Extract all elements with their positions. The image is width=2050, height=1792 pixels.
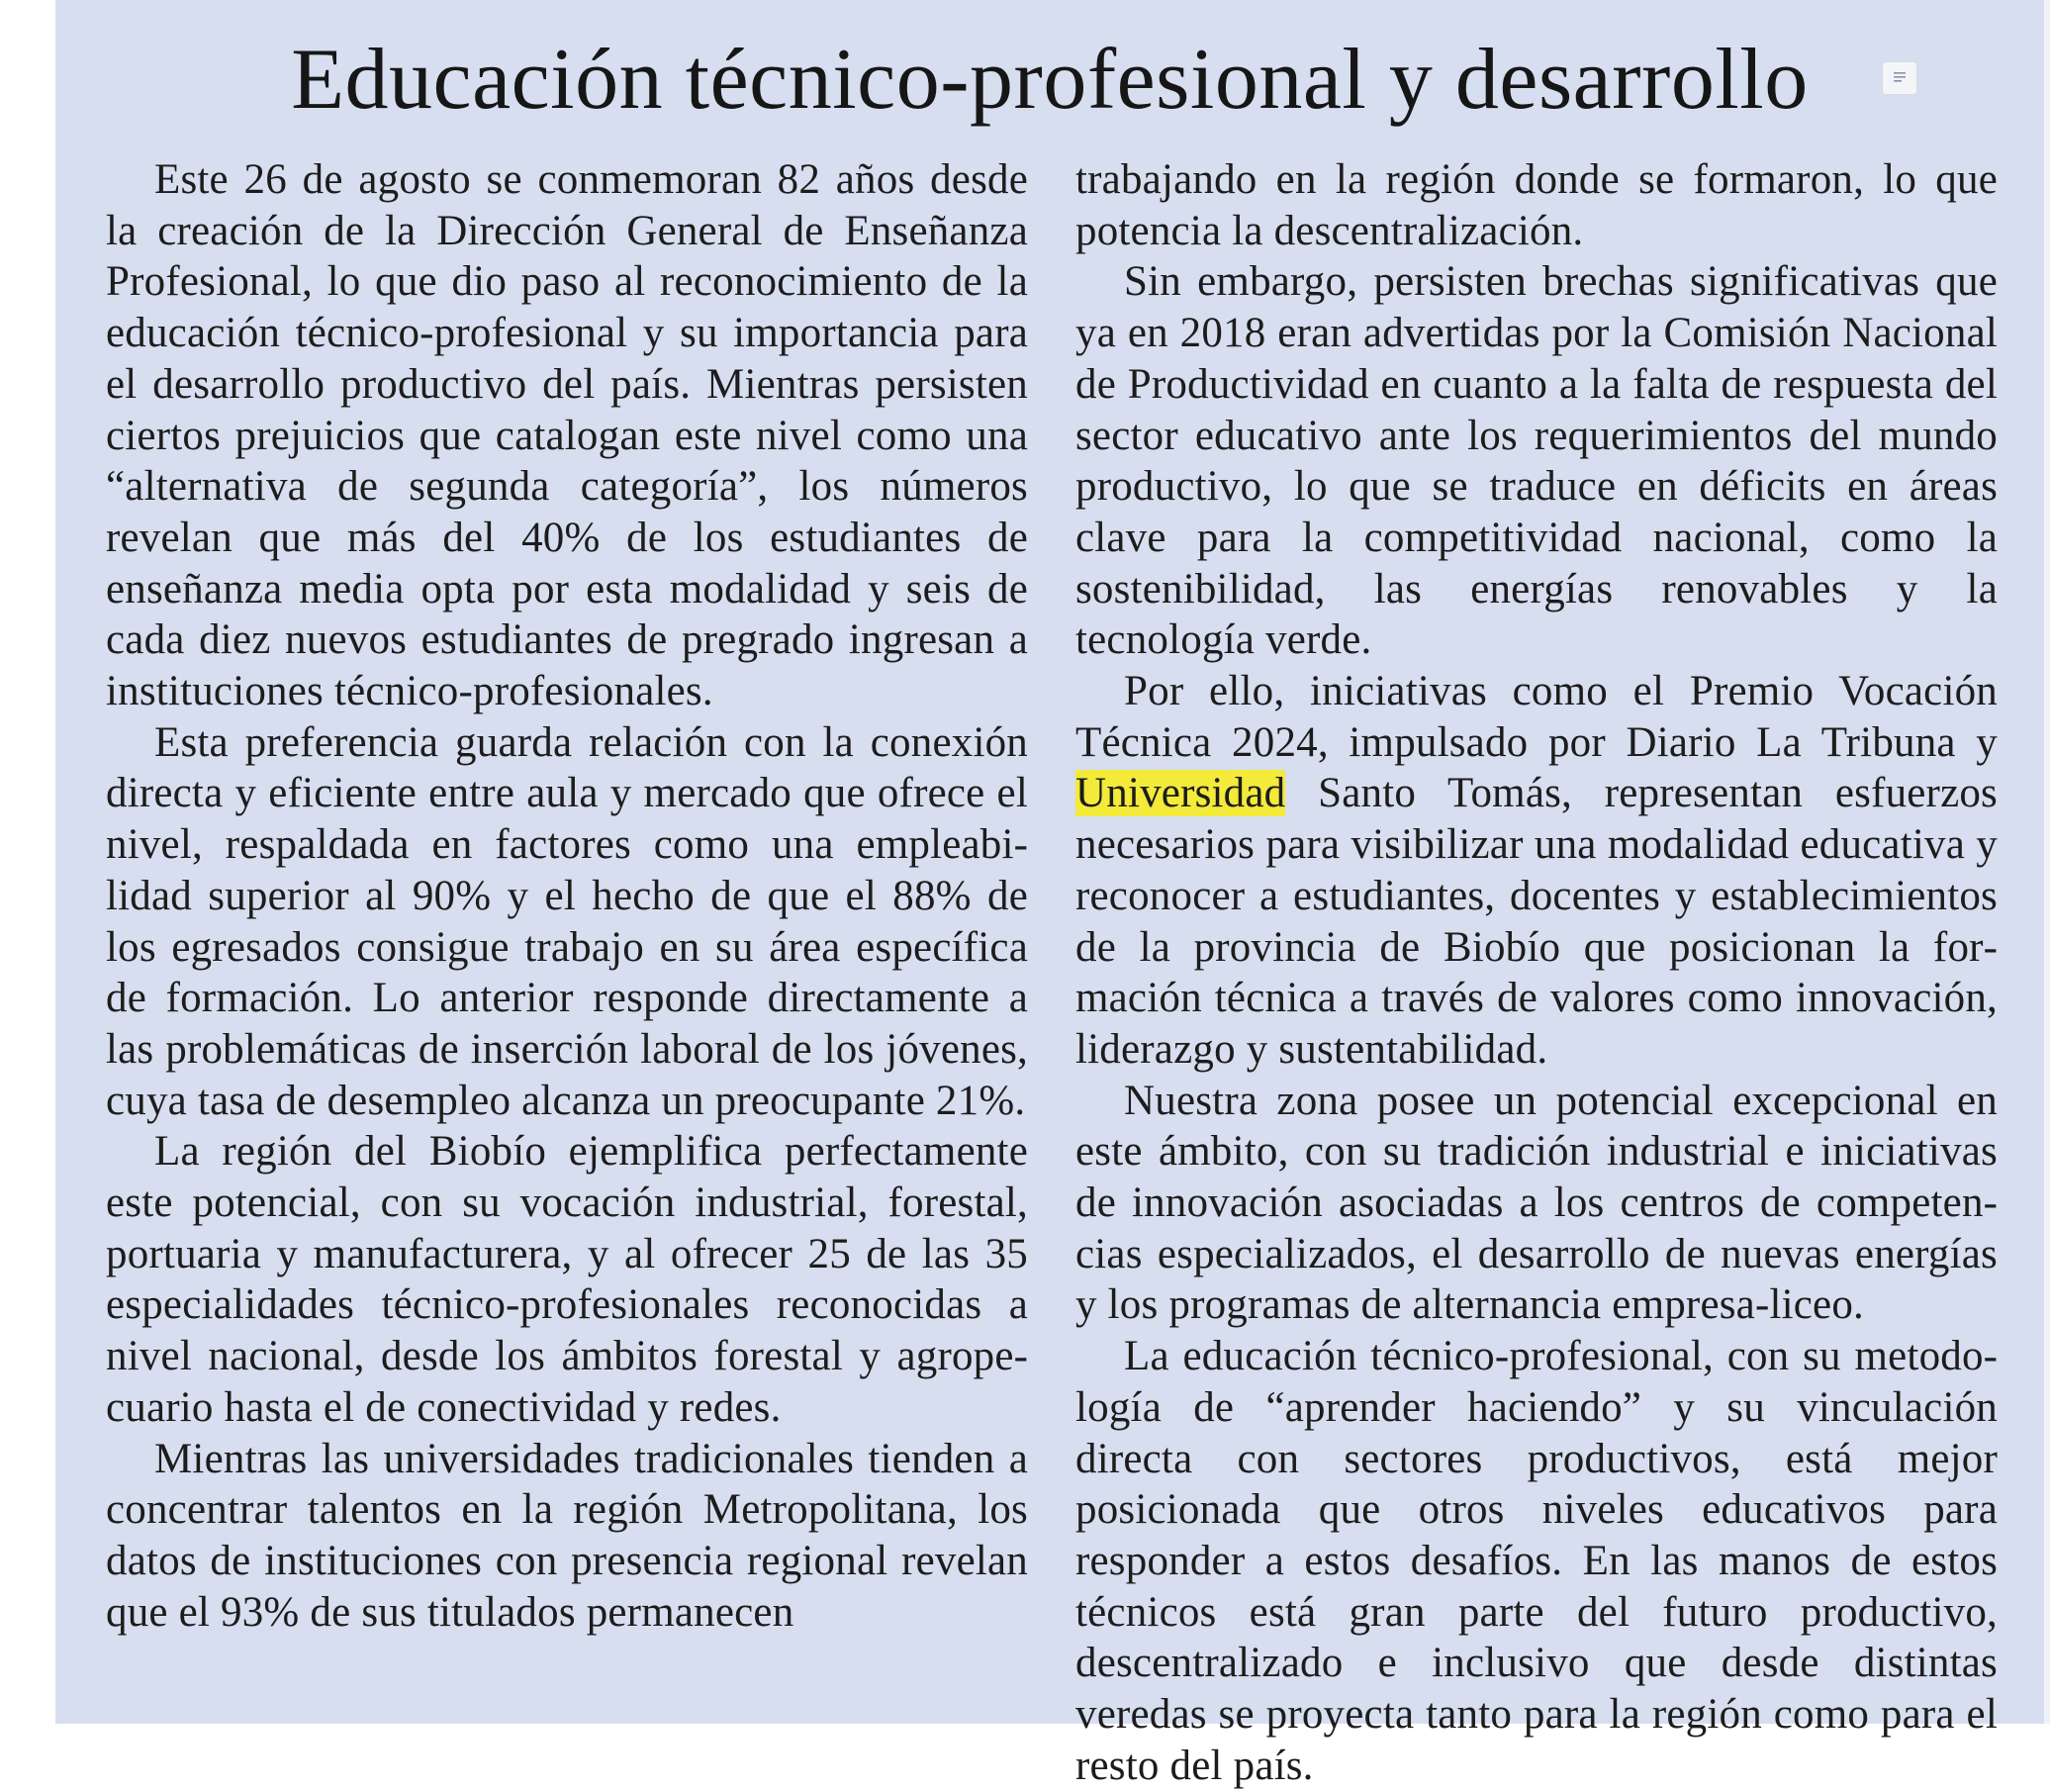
paragraph: La educación técnico-profesional, con su metodología de “aprender haciendo” y su vinculación directa con sectores productivos, está mejor posicionada que otros niveles educativos para responder a estos desafíos. En las manos de estos técnicos está gran parte del futuro productivo, descentralizado e inclusivo que desde distintas veredas se proyecta tanto para la región como para el resto del país. (1075, 1333, 1998, 1789)
paragraph-continuation: trabajando en la región donde se formaron, lo que potencia la descentralización. (1075, 156, 1998, 254)
paragraph (1075, 666, 1998, 1076)
paragraph-text: Santo Tomás, representan esfuerzos necesarios para visibilizar una modalidad educativa y reconocer a estudiantes, docentes y establecimientos de la provincia de Biobío que posicionan la formación técnica a través de valores como innovación, liderazgo y sustentabilidad. (1075, 770, 1998, 1073)
article-headline: Educación técnico-profesional y desarrollo (291, 32, 1809, 128)
paragraph: Esta preferencia guarda relación con la conexión directa y eficiente entre aula y mercado que ofrece el nivel, respaldada en factores como una empleabilidad superior al 90% y el hecho de que el 88% de los egresados consigue trabajo en su área específica de formación. Lo anterior responde directamente a las problemáticas de inserción laboral de los jóvenes, cuya tasa de desempleo alcanza un preocupante 21%. (106, 718, 1028, 1124)
article-clipping (55, 0, 2044, 1789)
paragraph: Mientras las universidades tradicionales tienden a concentrar talentos en la región Metropolitana, los datos de instituciones con presencia regional revelan que el 93% de sus titulados permanecen (106, 1435, 1028, 1636)
article-column-left (106, 154, 1028, 1638)
highlighted-text[interactable]: Universidad (1075, 770, 1286, 817)
paragraph: Sin embargo, persisten brechas significativas que ya en 2018 eran advertidas por la Comisión Nacional de Productividad en cuanto a la falta de respuesta del sector educativo ante los requerimientos del mundo productivo, lo que se traduce en déficits en áreas clave para la competitividad nacional, como la sostenibilidad, las energías renovables y la tecnología verde. (1075, 258, 1998, 664)
note-icon (1883, 62, 1916, 94)
paragraph-text: Por ello, iniciativas como el Premio Vocación Técnica 2024, impulsado por Diario La Tribuna y (1075, 668, 1998, 766)
article-column-right (1075, 154, 1998, 1792)
note-button[interactable] (1882, 61, 1917, 95)
page-edge (2044, 0, 2050, 1724)
paragraph: La región del Biobío ejemplifica perfectamente este potencial, con su vocación industrial, forestal, portuaria y manufacturera, y al ofrecer 25 de las 35 especialidades técnico-profesionales reconocidas a nivel nacional, desde los ámbitos forestal y agropecuario hasta el de conectividad y redes. (106, 1128, 1028, 1431)
paragraph: Nuestra zona posee un potencial excepcional en este ámbito, con su tradición industrial e iniciativas de innovación asociadas a los centros de competencias especializados, el desarrollo de nuevas energías y los programas de alternancia empresa-liceo. (1075, 1077, 1998, 1329)
paragraph: Este 26 de agosto se conmemoran 82 años desde la creación de la Dirección General de Enseñanza Profesional, lo que dio paso al reconocimiento de la educación técnico-profesional y su importancia para el desarrollo productivo del país. Mientras persisten ciertos prejuicios que catalogan este nivel como una “alternativa de segunda categoría”, los números revelan que más del 40% de los estudiantes de enseñanza media opta por esta modalidad y seis de cada diez nuevos estudiantes de pregrado ingresan a instituciones técnico-profesionales. (106, 156, 1028, 715)
